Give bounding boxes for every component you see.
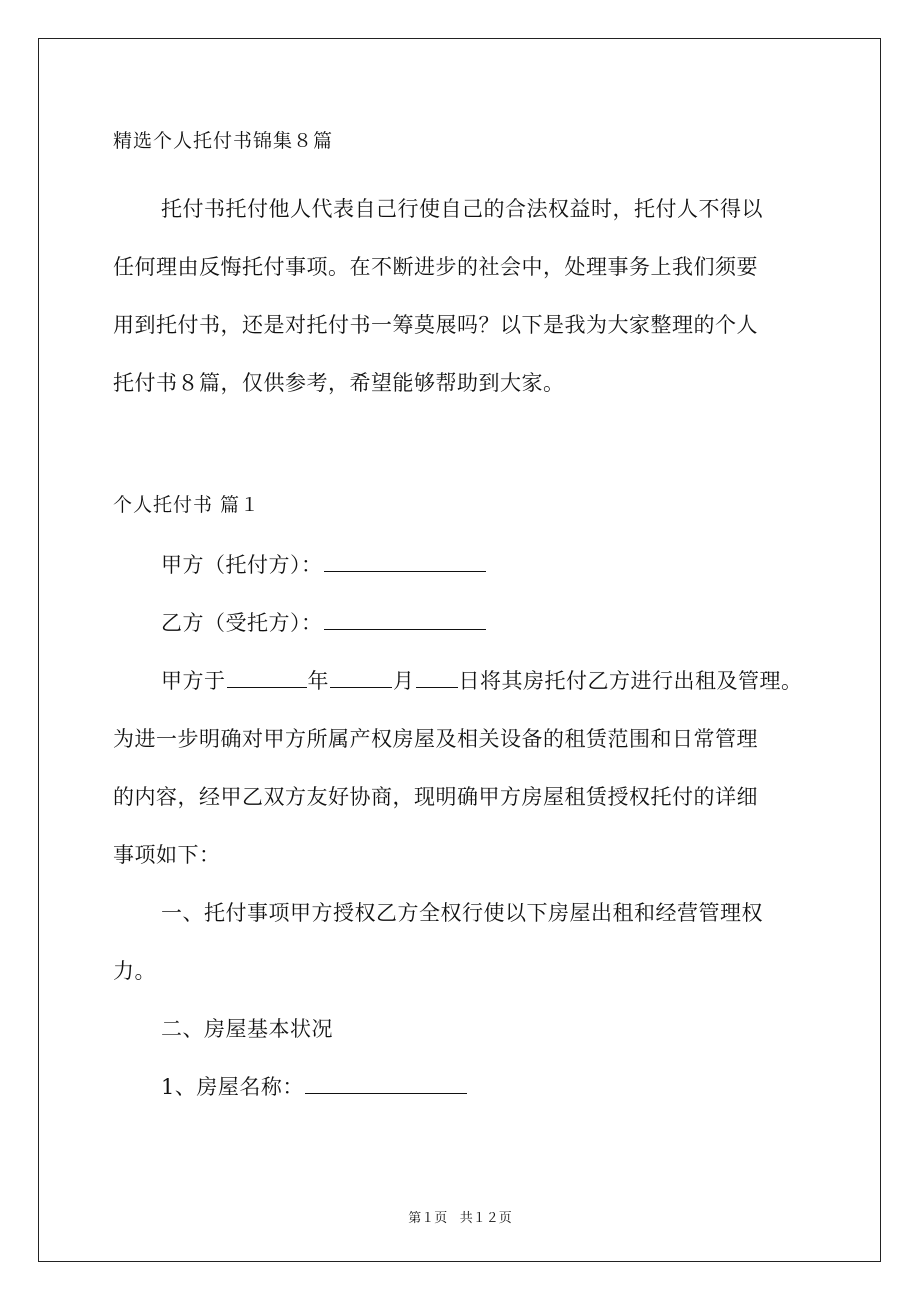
date-line	[113, 652, 813, 710]
intro-line: 托付书８篇，仅供参考，希望能够帮助到大家。	[113, 371, 565, 395]
year-label: 年	[307, 669, 329, 693]
party-b-line	[113, 594, 813, 652]
intro-line: 任何理由反悔托付事项。在不断进步的社会中，处理事务上我们须要	[113, 255, 758, 279]
body-line: 的内容，经甲乙双方友好协商，现明确甲方房屋租赁授权托付的详细	[113, 785, 758, 809]
intro-line: 用到托付书，还是对托付书一筹莫展吗？以下是我为大家整理的个人	[113, 313, 758, 337]
party-b-blank	[324, 609, 486, 630]
year-blank	[227, 667, 307, 688]
intro-paragraph	[113, 180, 813, 412]
item-one-line: 力。	[113, 959, 156, 983]
month-blank	[330, 667, 392, 688]
party-a-label: 甲方（托付方）：	[161, 553, 323, 577]
party-b-label: 乙方（受托方）：	[161, 611, 323, 635]
day-suffix: 日将其房托付乙方进行出租及管理。	[458, 669, 803, 693]
document-body	[113, 536, 813, 1116]
date-prefix: 甲方于	[161, 669, 226, 693]
house-name-blank	[305, 1073, 467, 1094]
page-total: 共１２页	[459, 1211, 512, 1226]
day-blank	[416, 667, 458, 688]
month-label: 月	[393, 669, 415, 693]
section-title: 个人托付书 篇１	[113, 494, 261, 516]
intro-line: 托付书托付他人代表自己行使自己的合法权益时，托付人不得以	[161, 197, 763, 221]
page-footer	[0, 1207, 920, 1226]
item-one-line: 一、托付事项甲方授权乙方全权行使以下房屋出租和经营管理权	[161, 901, 763, 925]
page-current: 第１页	[408, 1211, 448, 1226]
document-title: 精选个人托付书锦集８篇	[113, 130, 334, 152]
body-line: 事项如下：	[113, 843, 221, 867]
house-name-line	[113, 1058, 813, 1116]
body-line: 为进一步明确对甲方所属产权房屋及相关设备的租赁范围和日常管理	[113, 727, 758, 751]
item-two-line: 二、房屋基本状况	[161, 1017, 333, 1041]
house-name-label: 1、房屋名称：	[161, 1075, 304, 1099]
party-a-blank	[324, 551, 486, 572]
party-a-line	[113, 536, 813, 594]
